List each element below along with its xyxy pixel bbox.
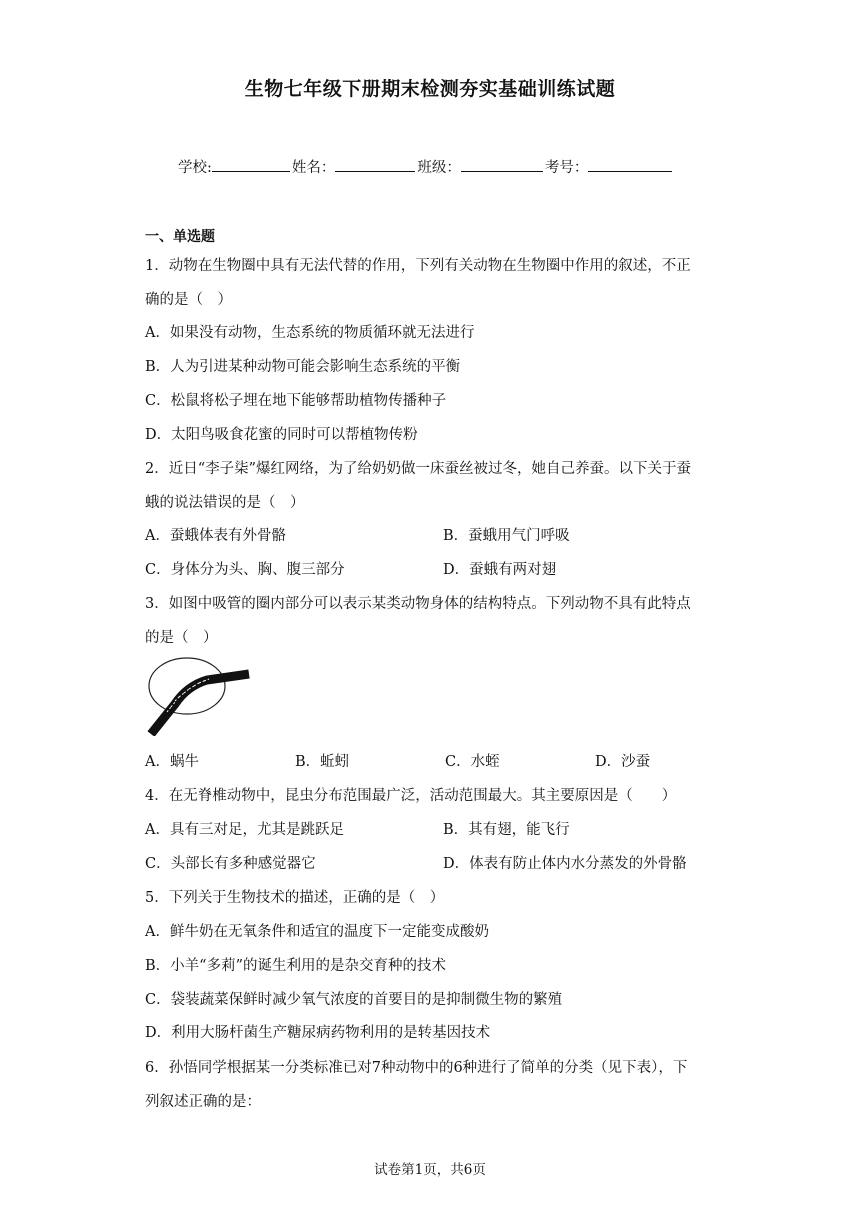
q3-stem-line-1: 3．如图中吸管的圈内部分可以表示某类动物身体的结构特点。下列动物不具有此特点	[145, 596, 691, 612]
q3-option-a[interactable]: A．蜗牛	[145, 754, 199, 770]
class-label: 班级：	[417, 160, 461, 176]
name-blank[interactable]	[335, 157, 415, 172]
q4-options-row-2	[145, 852, 687, 873]
page-title: 生物七年级下册期末检测夯实基础训练试题	[244, 78, 616, 100]
school-label: 学校:	[178, 160, 212, 176]
q3-stem-line-2: 的是（ ）	[145, 630, 218, 646]
q2-option-a[interactable]: A．蚕蛾体表有外骨骼	[145, 528, 286, 544]
q6-stem-line-2: 列叙述正确的是：	[145, 1094, 261, 1110]
number-label: 考号：	[544, 160, 589, 176]
q4-option-d[interactable]: D．体表有防止体内水分蒸发的外骨骼	[443, 856, 687, 872]
q2-options-row-1	[145, 524, 570, 545]
q4-option-c[interactable]: C．头部长有多种感觉器它	[145, 856, 316, 872]
number-blank[interactable]	[588, 157, 672, 172]
school-blank[interactable]	[212, 157, 290, 172]
q4-stem-line-1: 4．在无脊椎动物中，昆虫分布范围最广泛，活动范围最大。其主要原因是（ ）	[145, 788, 677, 804]
q5-option-a[interactable]: A．鲜牛奶在无氧条件和适宜的温度下一定能变成酸奶	[145, 924, 489, 940]
q3-options-row	[145, 750, 650, 771]
q6-stem-line-1: 6．孙悟同学根据某一分类标准已对7种动物中的6种进行了简单的分类（见下表），下	[145, 1060, 688, 1076]
q5-option-c[interactable]: C．袋装蔬菜保鲜时减少氧气浓度的首要目的是抑制微生物的繁殖	[145, 992, 563, 1008]
q1-option-a[interactable]: A．如果没有动物，生态系统的物质循环就无法进行	[145, 325, 475, 341]
q4-options-row-1	[145, 818, 570, 839]
q3-option-d[interactable]: D．沙蚕	[595, 754, 651, 770]
q1-stem-line-1: 1．动物在生物圈中具有无法代替的作用，下列有关动物在生物圈中作用的叙述，不正	[145, 258, 691, 274]
q3-option-b[interactable]: B．蚯蚓	[295, 754, 350, 770]
q2-options-row-2	[145, 558, 556, 579]
q2-option-d[interactable]: D．蚕蛾有两对翅	[443, 562, 557, 578]
q4-option-b[interactable]: B．其有翅，能飞行	[443, 822, 570, 838]
student-info-line	[178, 156, 674, 177]
name-label: 姓名：	[291, 160, 336, 176]
q5-option-b[interactable]: B．小羊“多莉”的诞生利用的是杂交育种的技术	[145, 958, 446, 974]
q1-option-b[interactable]: B．人为引进某种动物可能会影响生态系统的平衡	[145, 359, 461, 375]
q4-option-a[interactable]: A．具有三对足，尤其是跳跃足	[145, 822, 344, 838]
q1-option-c[interactable]: C．松鼠将松子埋在地下能够帮助植物传播种子	[145, 393, 447, 409]
q1-option-d[interactable]: D．太阳鸟吸食花蜜的同时可以帮植物传粉	[145, 427, 418, 443]
q5-option-d[interactable]: D．利用大肠杆菌生产糖尿病药物利用的是转基因技术	[145, 1025, 491, 1041]
section-heading: 一、单选题	[145, 229, 215, 245]
class-blank[interactable]	[461, 157, 543, 172]
q2-stem-line-1: 2．近日“李子柒”爆红网络，为了给奶奶做一床蚕丝被过冬，她自己养蚕。以下关于蚕	[145, 461, 692, 477]
q2-option-b[interactable]: B．蚕蛾用气门呼吸	[443, 528, 570, 544]
q3-option-c[interactable]: C．水蛭	[445, 754, 500, 770]
q2-option-c[interactable]: C．身体分为头、胸、腹三部分	[145, 562, 345, 578]
q5-stem-line-1: 5．下列关于生物技术的描述，正确的是（ ）	[145, 890, 445, 906]
bent-straw-figure	[145, 652, 251, 736]
q2-stem-line-2: 蛾的说法错误的是（ ）	[145, 495, 305, 511]
q1-stem-line-2: 确的是（ ）	[145, 292, 232, 308]
page-footer: 试卷第1页，共6页	[374, 1162, 486, 1178]
